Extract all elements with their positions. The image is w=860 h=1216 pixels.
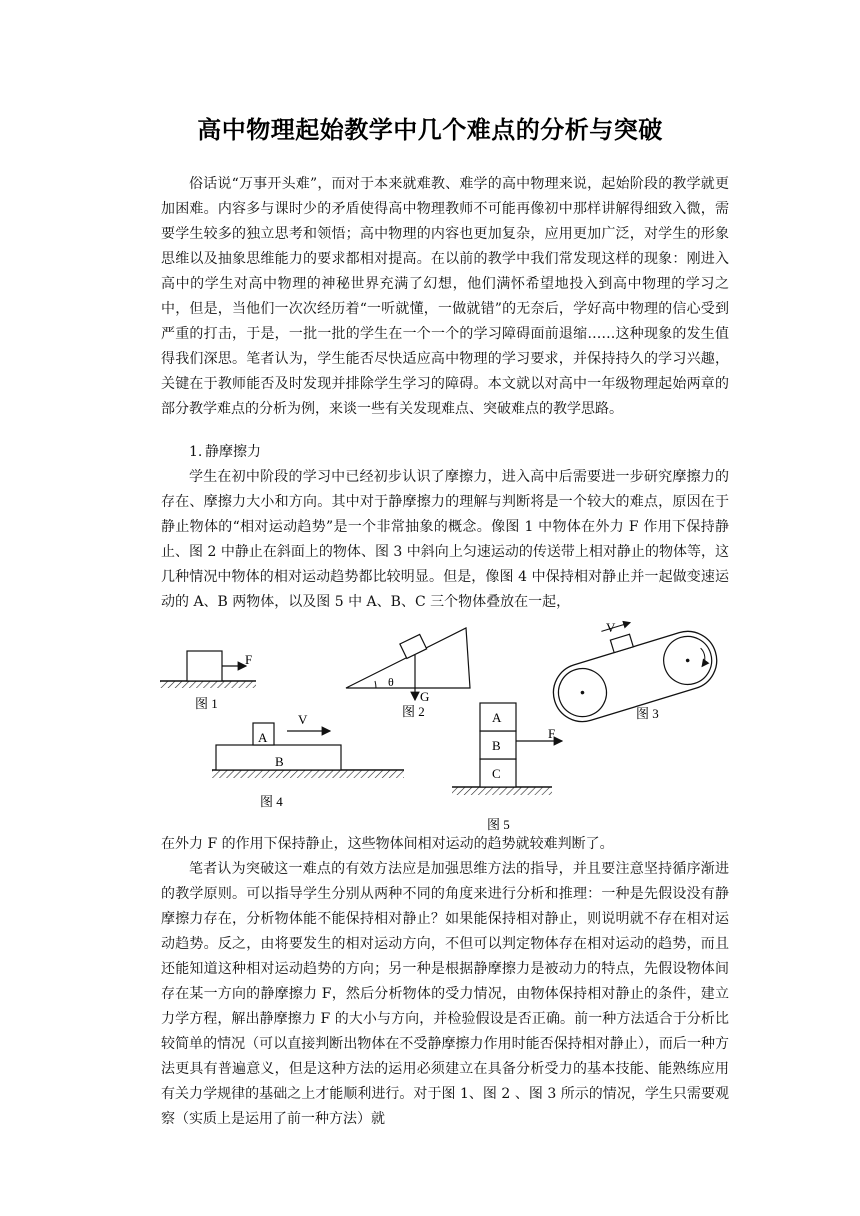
force-label: F — [548, 726, 556, 741]
figure-3 — [539, 610, 724, 729]
block-c-label: C — [492, 766, 501, 781]
figure-4-caption: 图 4 — [260, 794, 283, 809]
block-b-label: B — [275, 754, 284, 769]
block-b-label: B — [492, 738, 501, 753]
block-a-label: A — [258, 730, 268, 745]
angle-label: θ — [388, 675, 394, 689]
figure-1 — [160, 651, 256, 711]
force-label: F — [245, 652, 253, 667]
article-title: 高中物理起始教学中几个难点的分析与突破 — [197, 116, 663, 144]
velocity-label: V — [298, 712, 308, 727]
block-a-label: A — [492, 710, 502, 725]
block — [187, 651, 222, 681]
figure-4 — [212, 712, 404, 809]
section-title: 静摩擦力 — [205, 444, 261, 460]
velocity-label: V — [606, 620, 616, 635]
section-paragraph-1: 学生在初中阶段的学习中已经初步认识了摩擦力，进入高中后需要进一步研究摩擦力的存在、摩擦力大小和方向。其中对于静摩擦力的理解与判断将是一个较大的难点，原因在于静止物体的“相对运动趋势”是一个非常抽象的概念。像图 1 中物体在外力 F 作用下保持静止、图 2 中静止在斜面上的物体、图 3 中斜向上匀速运动的传送带上相对静止的物体等，这几种情况中物体的相对运动趋势都比较明显。但是，像图 4 中保持相对静止并一起做变速运动的 A、B 两物体，以及图 5 中 A、B、C 三个物体叠放在一起， — [161, 469, 729, 610]
figures-panel — [0, 610, 860, 840]
section-paragraph-2: 在外力 F 的作用下保持静止，这些物体间相对运动的趋势就较难判断了。 — [161, 836, 614, 852]
figure-3-caption: 图 3 — [636, 706, 659, 721]
figure-5-caption: 图 5 — [487, 817, 510, 832]
figure-2-caption: 图 2 — [402, 704, 425, 719]
figure-1-caption: 图 1 — [195, 696, 218, 711]
figure-2 — [346, 628, 470, 719]
section-heading — [161, 440, 261, 465]
intro-paragraph: 俗话说“万事开头难”，而对于本来就难教、难学的高中物理来说，起始阶段的教学就更加困难。内容多与课时少的矛盾使得高中物理教师不可能再像初中那样讲解得细致入微，需要学生较多的独立思考和领悟；高中物理的内容也更加复杂，应用更加广泛，对学生的形象思维以及抽象思维能力的要求都相对提高。在以前的教学中我们常发现这样的现象：刚进入高中的学生对高中物理的神秘世界充满了幻想，他们满怀希望地投入到高中物理的学习之中，但是，当他们一次次经历着“一听就懂，一做就错”的无奈后，学好高中物理的信心受到严重的打击，于是，一批一批的学生在一个一个的学习障碍面前退缩……这种现象的发生值得我们深思。笔者认为，学生能否尽快适应高中物理的学习要求，并保持持久的学习兴趣，关键在于教师能否及时发现并排除学生学习的障碍。本文就以对高中一年级物理起始两章的部分教学难点的分析为例，来谈一些有关发现难点、突破难点的教学思路。 — [161, 176, 729, 417]
figure-5 — [452, 703, 562, 832]
section-paragraph-3: 笔者认为突破这一难点的有效方法应是加强思维方法的指导，并且要注意坚持循序渐进的教学原则。可以指导学生分别从两种不同的角度来进行分析和推理：一种是先假设没有静摩擦力存在，分析物体能不能保持相对静止？如果能保持相对静止，则说明就不存在相对运动趋势。反之，由将要发生的相对运动方向，不但可以判定物体存在相对运动的趋势，而且还能知道这种相对运动趋势的方向；另一种是根据静摩擦力是被动力的特点，先假设物体间存在某一方向的静摩擦力 F，然后分析物体的受力情况，由物体保持相对静止的条件，建立力学方程，解出静摩擦力 F 的大小与方向，并检验假设是否正确。前一种方法适合于分析比较简单的情况（可以直接判断出物体在不受静摩擦力作用时能否保持相对静止），而后一种方法更具有普遍意义，但是这种方法的运用必须建立在具备分析受力的基本技能、能熟练应用有关力学规律的基础之上才能顺利进行。对于图 1、图 2 、图 3 所示的情况，学生只需要观察（实质上是运用了前一种方法）就 — [161, 861, 729, 1127]
weight-label: G — [420, 689, 430, 704]
section-number: 1. — [189, 444, 203, 460]
